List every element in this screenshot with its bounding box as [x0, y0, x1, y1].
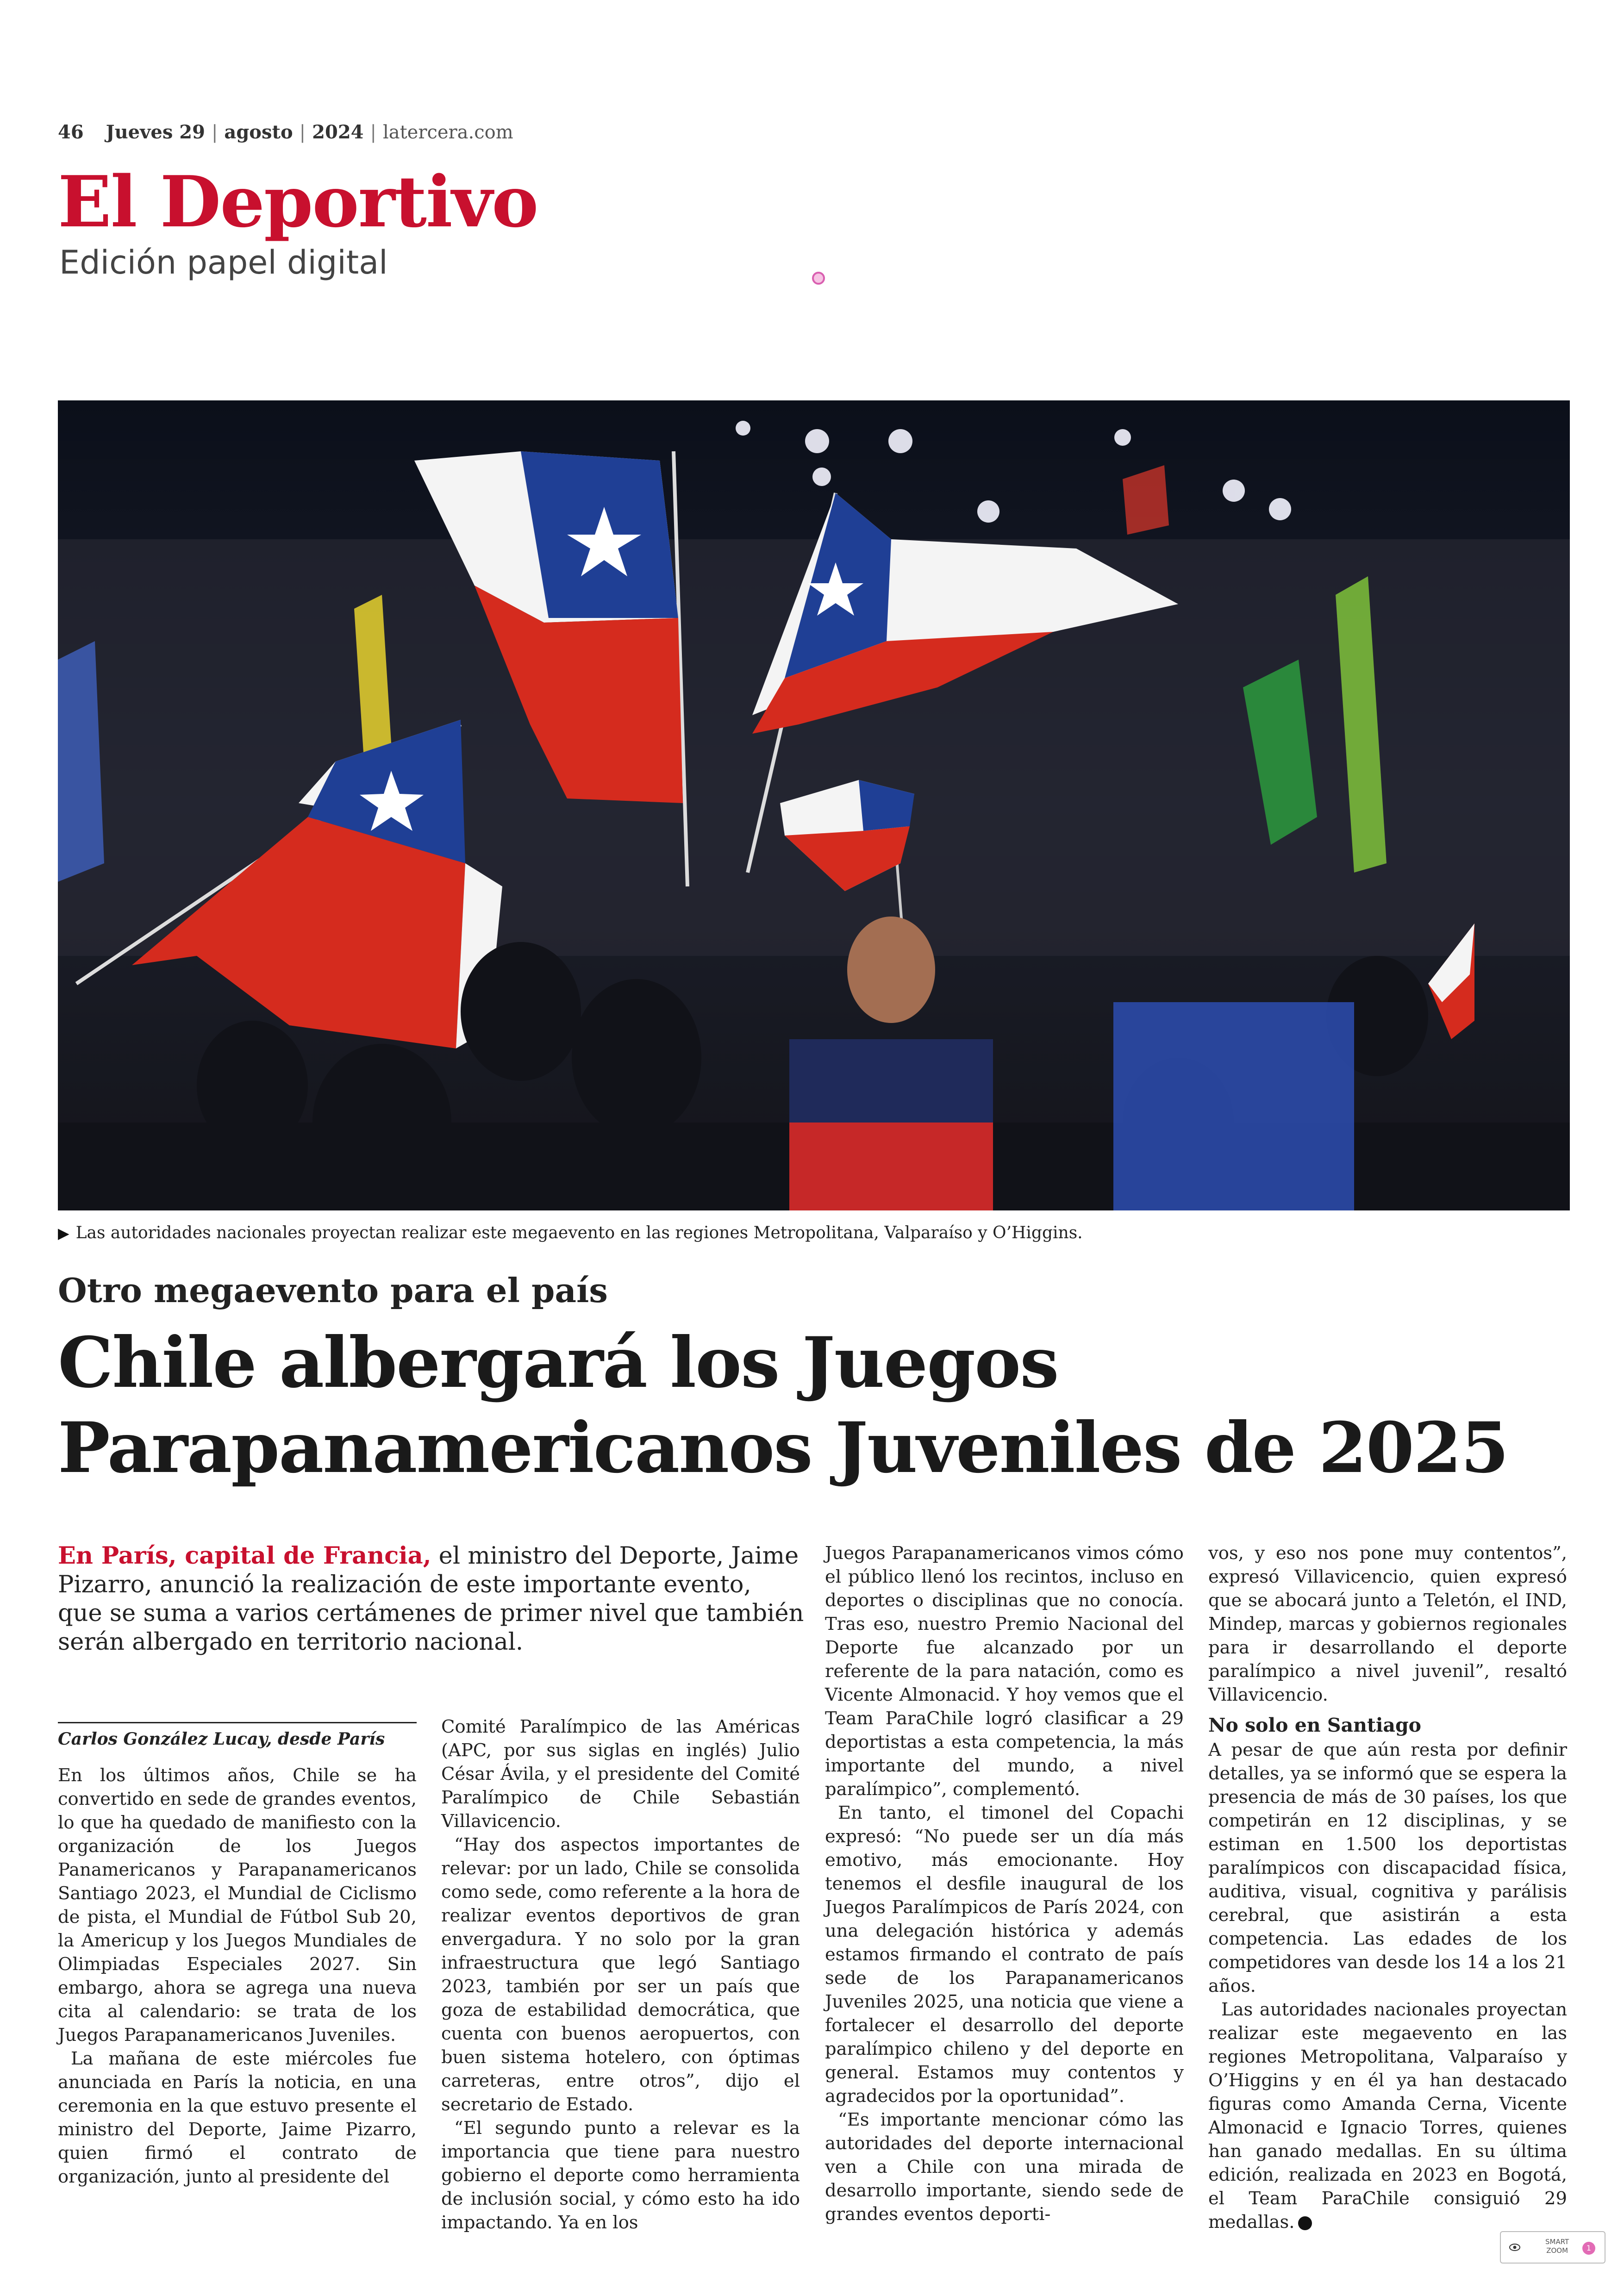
paragraph: vos, y eso nos pone muy contentos”, expresó Villavicencio, quien expresó que se abocará junto a Teletón, el IND, Mindep, marcas y gobiernos regionales para ir desarrollando el deporte paralímpico a nivel juvenil”, resaltó Villavicencio. — [1208, 1543, 1567, 1705]
lead-line-2: Pizarro, anunció la realización de este importante evento, — [58, 1571, 751, 1598]
article-lead — [58, 1541, 808, 1657]
headline-line-2: Parapanamericanos Juveniles de 2025 — [58, 1407, 1508, 1489]
article-column-4 — [1208, 1541, 1567, 2234]
paragraph: “Es importante mencionar cómo las autoridades del deporte internacional ven a Chile con una mirada de desarrollo importante, siendo sede de grandes eventos deporti- — [825, 2109, 1184, 2225]
lead-line-3: que se suma a varios certámenes de primer nivel que también — [58, 1600, 804, 1627]
date-year: 2024 — [312, 121, 364, 143]
edition-label: Edición papel digital — [59, 243, 388, 281]
lead-line-4: serán albergado en territorio nacional. — [58, 1628, 524, 1656]
photo-caption — [58, 1223, 1083, 1242]
site-link[interactable]: latercera.com — [382, 122, 513, 143]
byline: Carlos González Lucay, desde París — [58, 1729, 385, 1749]
smart-zoom-widget[interactable] — [1500, 2231, 1605, 2264]
final-paragraph-text: Las autoridades nacionales proyectan realizar este megaevento en las regiones Metropolitana, Valparaíso y O’Higgins y en él ya han destacado figuras como Amanda Cerna, Vicente Almonacid e Ignacio Torres, quienes han ganado medallas. En su última edición, realizada en 2023 en Bogotá, el Team ParaChile consiguió 29 medallas. — [1208, 1999, 1567, 2233]
paragraph: En los últimos años, Chile se ha convertido en sede de grandes eventos, lo que ha quedado de manifiesto con la organización de los Juegos Panamericanos y Parapanamericanos Santiago 2023, el Mundial de Ciclismo de pista, el Mundial de Fútbol Sub 20, la Americup y los Juegos Mundiales de Olimpiadas Especiales 2027. Sin embargo, ahora se agrega una nueva cita al calendario: se trata de los Juegos Parapanamericanos Juveniles. — [58, 1765, 417, 2046]
page-number: 46 — [58, 121, 84, 143]
article-kicker: Otro megaevento para el país — [58, 1271, 608, 1310]
zoom-count-badge: 1 — [1582, 2242, 1595, 2255]
headline-line-1: Chile albergará los Juegos — [58, 1322, 1058, 1403]
article-headline — [58, 1320, 1586, 1491]
paragraph: “El segundo punto a relevar es la importancia que tiene para nuestro gobierno el deporte como herramienta de inclusión social, y cómo esto ha ido impactando. Ya en los — [441, 2118, 800, 2233]
paragraph: A pesar de que aún resta por definir detalles, ya se informó que se espera la presencia de más de 30 países, los que competirán en 12 disciplinas, y se estiman en 1.500 los deportistas paralímpicos con discapacidad física, auditiva, visual, cognitiva y parálisis cerebral, que asistirán a esta competencia. Las edades de los competidores van desde los 14 a los 21 años. — [1208, 1740, 1567, 1996]
date-month: agosto — [224, 121, 293, 143]
page-folio: 46 Jueves 29 | agosto | 2024 | latercera.com — [58, 121, 513, 143]
subheading: No solo en Santiago — [1208, 1714, 1421, 1736]
byline-rule — [58, 1722, 417, 1723]
lead-highlight: En París, capital de Francia, — [58, 1542, 431, 1570]
article-column-2 — [441, 1715, 800, 2234]
paragraph: Juegos Parapanamericanos vimos cómo el público llenó los recintos, incluso en deportes o disciplinas que no conocía. Tras eso, nuestro Premio Nacional del Deporte fue alcanzado por un referente de la para natación, como es Vicente Almonacid. Y hoy vemos que el Team ParaChile logró clasificar a 29 deportistas a esta competencia, la más importante del mundo, a nivel paralímpico”, complementó. — [825, 1543, 1184, 1800]
section-title: El Deportivo — [58, 160, 538, 243]
paragraph: “Hay dos aspectos importantes de relevar: por un lado, Chile se consolida como sede, como referente a la hora de realizar eventos deportivos de gran envergadura. Y no solo por la gran infraestructura que legó Santiago 2023, también por ser un país que goza de estabilidad democrática, que cuenta con buenos aeropuertos, con buen sistema hotelero, con óptimas carreteras, entre otros”, dijo el secretario de Estado. — [441, 1834, 800, 2115]
article-column-3 — [825, 1541, 1184, 2226]
lead-line-1: el ministro del Deporte, Jaime — [431, 1542, 799, 1570]
date-day: Jueves 29 — [106, 121, 205, 143]
article-photo — [58, 400, 1570, 1210]
smart-zoom-label: SMART ZOOM — [1545, 2238, 1569, 2255]
caption-text: Las autoridades nacionales proyectan realizar este megaevento en las regiones Metropolitana, Valparaíso y O’Higgins. — [75, 1223, 1083, 1242]
end-mark-icon — [1298, 2216, 1312, 2230]
paragraph-final — [1208, 1998, 1567, 2234]
pink-marker-dot — [812, 272, 825, 285]
eye-icon — [1509, 2243, 1520, 2251]
paragraph: En tanto, el timonel del Copachi expresó: “No puede ser un día más emotivo, más emocionante. Hoy tenemos el desfile inaugural de los Juegos Paralímpicos de París 2024, con una delegación histórica y además estamos firmando el contrato de país sede de los Parapanamericanos Juveniles 2025, una noticia que viene a fortalecer el desarrollo del deporte paralímpico chileno y del deporte en general. Estamos muy contentos y agradecidos por la oportunidad”. — [825, 1802, 1184, 2107]
paragraph: Comité Paralímpico de las Américas (APC, por sus siglas en inglés) Julio César Ávila, y el presidente del Comité Paralímpico de Chile Sebastián Villavicencio. — [441, 1716, 800, 1832]
article-column-1 — [58, 1764, 417, 2189]
paragraph: La mañana de este miércoles fue anunciada en París la noticia, en una ceremonia en la que estuvo presente el ministro del Deporte, Jaime Pizarro, quien firmó el contrato de organización, junto al presidente del — [58, 2048, 417, 2187]
flags-crowd-illustration — [58, 400, 1570, 1210]
caption-arrow-icon: ▶ — [58, 1224, 69, 1242]
